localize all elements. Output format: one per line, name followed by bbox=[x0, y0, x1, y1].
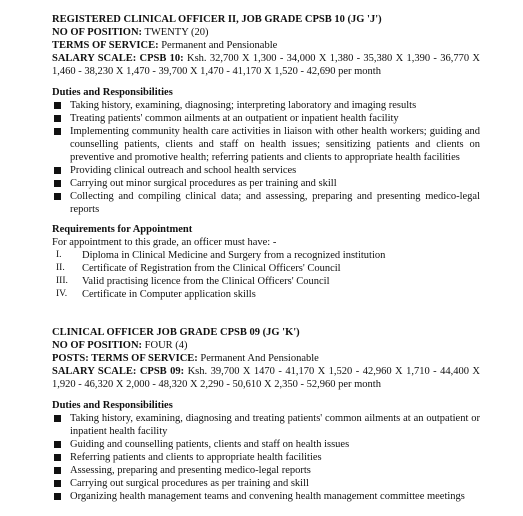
terms-label: POSTS: TERMS OF SERVICE: bbox=[52, 353, 198, 364]
salary-label: SALARY SCALE: CPSB 09: bbox=[52, 366, 185, 377]
bullet-icon bbox=[54, 493, 61, 500]
bullet-icon bbox=[54, 467, 61, 474]
terms-line bbox=[52, 352, 480, 365]
list-item: Taking history, examining, diagnosing; interpreting laboratory and imaging results bbox=[52, 99, 480, 112]
salary-line bbox=[52, 365, 480, 391]
duties-heading: Duties and Responsibilities bbox=[52, 87, 173, 98]
list-item: Treating patients' common ailments at an outpatient or inpatient health facility bbox=[52, 112, 480, 125]
roman-numeral: IV. bbox=[56, 289, 68, 299]
roman-numeral: I. bbox=[56, 250, 62, 260]
positions-value: TWENTY (20) bbox=[142, 27, 209, 38]
positions-line bbox=[52, 339, 480, 352]
list-item: Providing clinical outreach and school health services bbox=[52, 164, 480, 177]
bullet-icon bbox=[54, 480, 61, 487]
terms-line bbox=[52, 39, 480, 52]
list-item: Organizing health management teams and convening health management committee meetings bbox=[52, 490, 480, 503]
terms-label: TERMS OF SERVICE: bbox=[52, 40, 159, 51]
list-item: Taking history, examining, diagnosing and treating patients' common ailments at an outpatient or inpatient health facility bbox=[52, 412, 480, 438]
roman-numeral: II. bbox=[56, 263, 65, 273]
bullet-icon bbox=[54, 128, 61, 135]
list-item: I. Diploma in Clinical Medicine and Surgery from a recognized institution bbox=[56, 250, 386, 261]
bullet-icon bbox=[54, 102, 61, 109]
duties-list bbox=[52, 412, 480, 503]
duties-heading: Duties and Responsibilities bbox=[52, 400, 173, 411]
bullet-icon bbox=[54, 180, 61, 187]
bullet-icon bbox=[54, 454, 61, 461]
bullet-icon bbox=[54, 167, 61, 174]
list-item: Implementing community health care activities in liaison with other health workers; guiding and counselling patients, clients and staff on health issues; sensitizing patients and clients on preventive and promotive health; referring patients and clients to appropriate health facilities bbox=[52, 125, 480, 164]
positions-label: NO OF POSITION: bbox=[52, 340, 143, 351]
list-item: III. Valid practising licence from the Clinical Officers' Council bbox=[56, 276, 330, 287]
salary-value: Ksh. 32,700 X 1,300 - 34,000 X 1,380 - 35,380 X 1,390 - 36,770 X 1,460 - 38,230 X 1,470 - 39,700 X 1,470 - 41,170 X 1,520 - 42,690 per month bbox=[52, 53, 480, 77]
terms-value: Permanent And Pensionable bbox=[197, 353, 319, 364]
job-title: REGISTERED CLINICAL OFFICER II, JOB GRADE CPSB 10 (JG 'J') bbox=[52, 14, 382, 25]
list-item: Assessing, preparing and presenting medico-legal reports bbox=[52, 464, 480, 477]
requirements-list bbox=[52, 249, 480, 301]
requirements-heading: Requirements for Appointment bbox=[52, 224, 193, 235]
bullet-icon bbox=[54, 441, 61, 448]
list-item: IV. Certificate in Computer application skills bbox=[56, 289, 256, 300]
list-item: II. Certificate of Registration from the Clinical Officers' Council bbox=[56, 263, 341, 274]
duties-list bbox=[52, 99, 480, 216]
salary-line bbox=[52, 52, 480, 78]
list-item: Guiding and counselling patients, clients and staff on health issues bbox=[52, 438, 480, 451]
list-item: Collecting and compiling clinical data; and assessing, preparing and presenting medico-legal reports bbox=[52, 190, 480, 216]
positions-value: FOUR (4) bbox=[142, 340, 188, 351]
positions-label: NO OF POSITION: bbox=[52, 27, 143, 38]
bullet-icon bbox=[54, 415, 61, 422]
salary-value: Ksh. 39,700 X 1470 - 41,170 X 1,520 - 42,960 X 1,710 - 44,400 X 1,920 - 46,320 X 2,000 - 48,320 X 2,290 - 50,610 X 2,350 - 52,960 per month bbox=[52, 366, 480, 390]
requirements-intro: For appointment to this grade, an officer must have: - bbox=[52, 237, 277, 248]
positions-line bbox=[52, 26, 480, 39]
job-title: CLINICAL OFFICER JOB GRADE CPSB 09 (JG 'K') bbox=[52, 327, 300, 338]
roman-numeral: III. bbox=[56, 276, 68, 286]
bullet-icon bbox=[54, 193, 61, 200]
terms-value: Permanent and Pensionable bbox=[158, 40, 278, 51]
list-item: Referring patients and clients to appropriate health facilities bbox=[52, 451, 480, 464]
section-clinical-officer-ii bbox=[52, 13, 480, 301]
list-item: Carrying out surgical procedures as per training and skill bbox=[52, 477, 480, 490]
bullet-icon bbox=[54, 115, 61, 122]
list-item: Carrying out minor surgical procedures as per training and skill bbox=[52, 177, 480, 190]
section-clinical-officer bbox=[52, 326, 480, 503]
salary-label: SALARY SCALE: CPSB 10: bbox=[52, 53, 184, 64]
